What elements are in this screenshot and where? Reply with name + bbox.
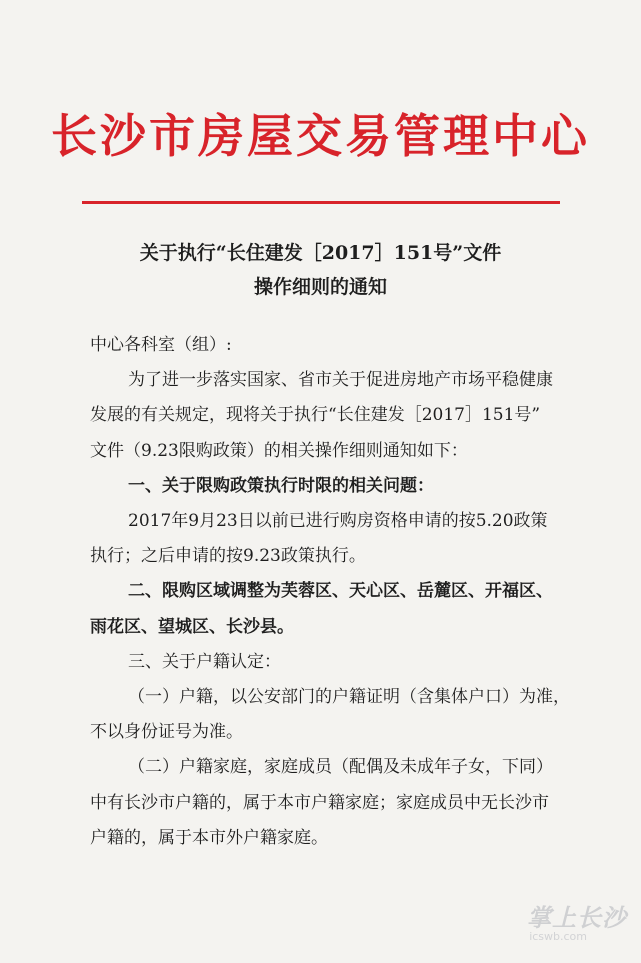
body-line: 文件（9.23限购政策）的相关操作细则通知如下： [90, 440, 468, 461]
body-line: （二）户籍家庭，家庭成员（配偶及未成年子女，下同） [128, 757, 553, 778]
watermark [527, 905, 627, 943]
section-heading-2: 二、限购区域调整为芙蓉区、天心区、岳麓区、开福区、 [128, 581, 553, 602]
section-heading-1: 一、关于限购政策执行时限的相关问题： [128, 475, 434, 496]
section-heading-3: 三、关于户籍认定： [128, 651, 281, 672]
body-line: 为了进一步落实国家、省市关于促进房地产市场平稳健康 [128, 370, 553, 391]
watermark-brand: 掌上长沙 [527, 904, 627, 932]
notice-title [0, 236, 641, 304]
notice-body [90, 328, 570, 856]
body-line: 发展的有关规定，现将关于执行“长住建发［2017］151号” [90, 405, 541, 426]
body-line: 户籍的，属于本市外户籍家庭。 [90, 827, 328, 848]
section-heading-2-cont: 雨花区、望城区、长沙县。 [90, 616, 294, 637]
organization-title: 长沙市房屋交易管理中心 [51, 109, 590, 163]
notice-title-line-1: 关于执行“长住建发［2017］151号”文件 [139, 242, 502, 264]
salutation: 中心各科室（组）: [90, 335, 232, 355]
body-line: 中有长沙市户籍的，属于本市户籍家庭；家庭成员中无长沙市 [90, 792, 549, 813]
red-divider-line [82, 201, 560, 204]
body-line: （一）户籍，以公安部门的户籍证明（含集体户口）为准， [128, 687, 570, 708]
body-line: 2017年9月23日以前已进行购房资格申请的按5.20政策 [128, 511, 548, 532]
notice-title-line-2: 操作细则的通知 [253, 276, 387, 298]
watermark-site: icswb.com [529, 930, 587, 943]
body-line: 执行；之后申请的按9.23政策执行。 [90, 546, 366, 567]
body-line: 不以身份证号为准。 [90, 722, 243, 743]
